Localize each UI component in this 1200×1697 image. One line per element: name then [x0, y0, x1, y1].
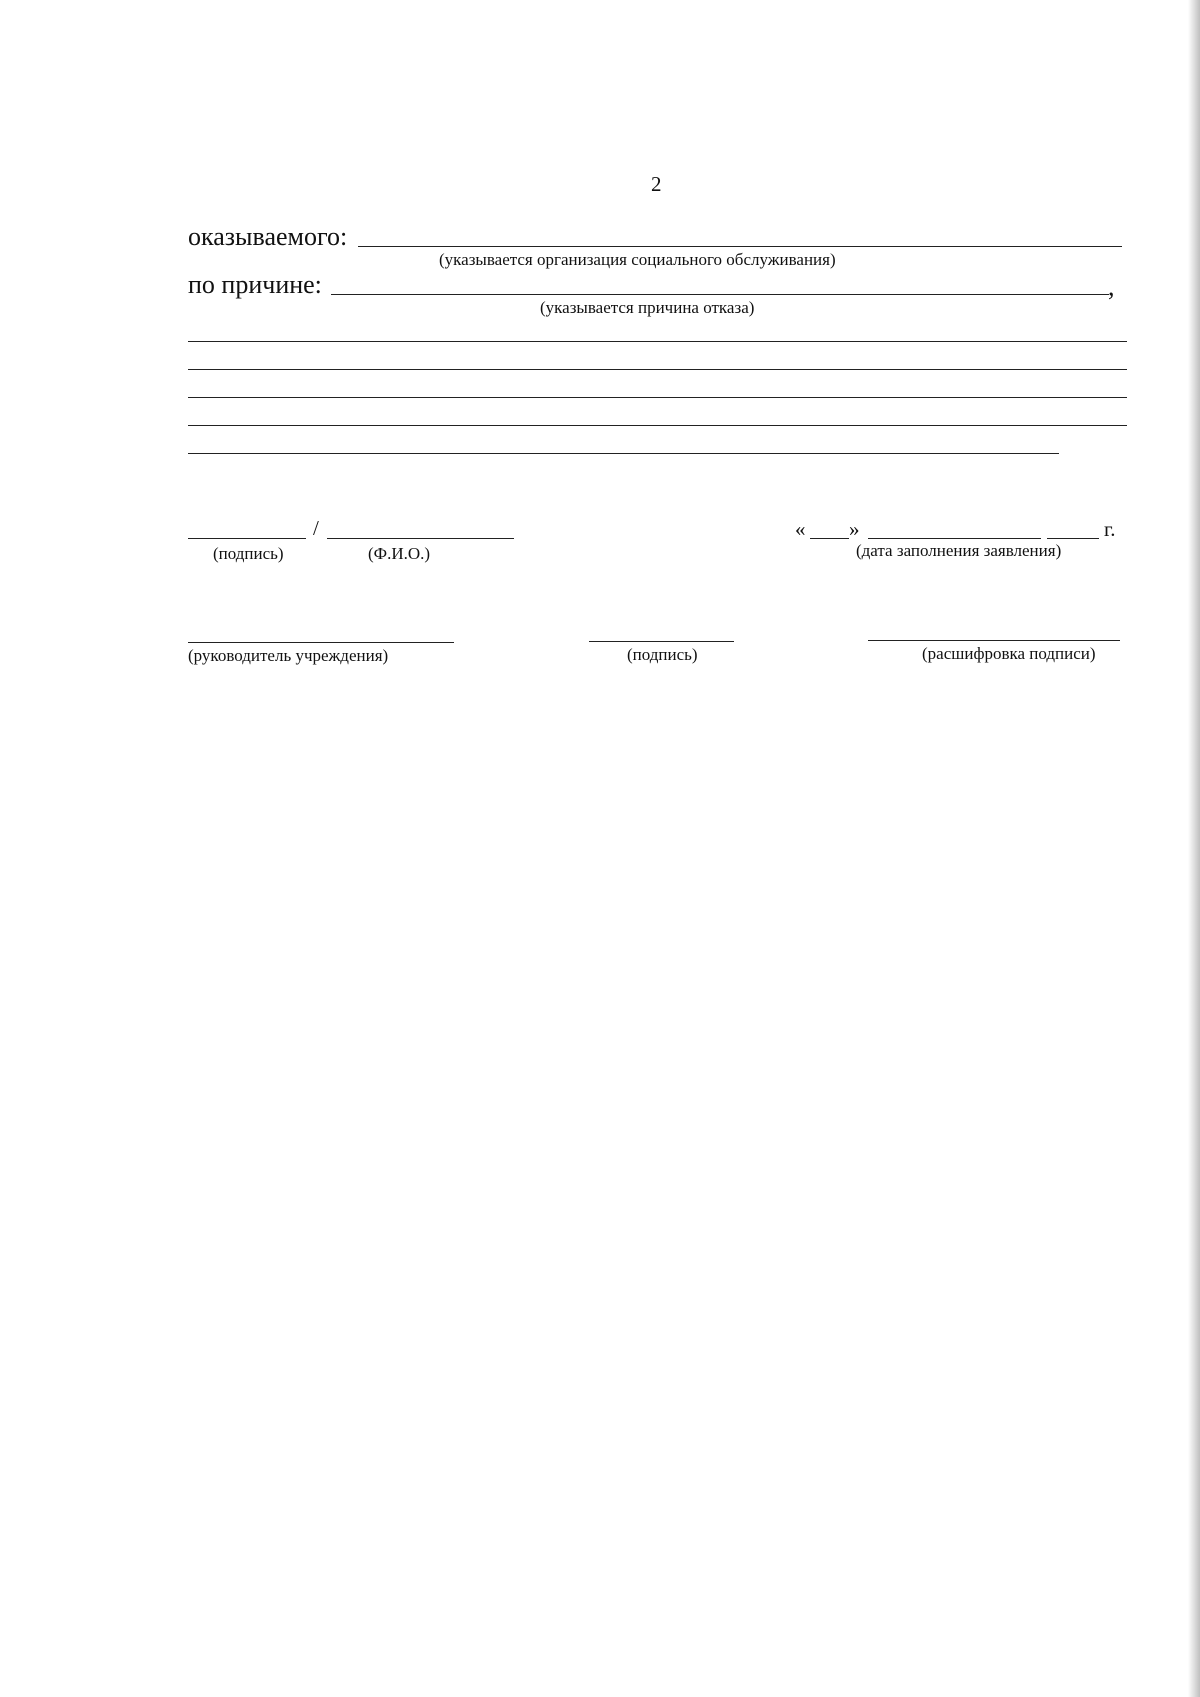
date-year-suffix: г.: [1104, 517, 1116, 541]
reason-trailing-comma: ,: [1108, 272, 1115, 301]
date-month-line[interactable]: [868, 538, 1041, 539]
reason-continuation-line[interactable]: [188, 453, 1059, 454]
date-open-quote: «: [795, 517, 806, 541]
applicant-signature-caption: (подпись): [213, 544, 284, 563]
org-label: оказываемого:: [188, 222, 348, 251]
date-year-line[interactable]: [1047, 538, 1099, 539]
page-number: 2: [651, 172, 662, 196]
reason-continuation-line[interactable]: [188, 425, 1127, 426]
head-position-caption: (руководитель учреждения): [188, 646, 389, 665]
reason-caption: (указывается причина отказа): [540, 298, 755, 317]
page-edge-shadow: [1188, 0, 1200, 1697]
head-signature-line[interactable]: [589, 641, 734, 642]
reason-continuation-line[interactable]: [188, 397, 1127, 398]
reason-continuation-line[interactable]: [188, 369, 1127, 370]
signature-slash: /: [313, 516, 319, 540]
applicant-signature-line[interactable]: [188, 538, 306, 539]
org-caption: (указывается организация социального обслуживания): [439, 250, 836, 269]
head-decoding-line[interactable]: [868, 640, 1120, 641]
date-close-quote: »: [849, 517, 860, 541]
head-decoding-caption: (расшифровка подписи): [922, 644, 1096, 663]
head-position-line[interactable]: [188, 642, 454, 643]
org-input-line[interactable]: [358, 246, 1122, 247]
reason-input-line[interactable]: [331, 294, 1109, 295]
head-signature-caption: (подпись): [627, 645, 698, 664]
applicant-name-caption: (Ф.И.О.): [368, 544, 431, 563]
reason-continuation-line[interactable]: [188, 341, 1127, 342]
reason-label: по причине:: [188, 270, 322, 299]
date-day-line[interactable]: [810, 538, 849, 539]
applicant-name-line[interactable]: [327, 538, 514, 539]
date-caption: (дата заполнения заявления): [856, 541, 1062, 560]
